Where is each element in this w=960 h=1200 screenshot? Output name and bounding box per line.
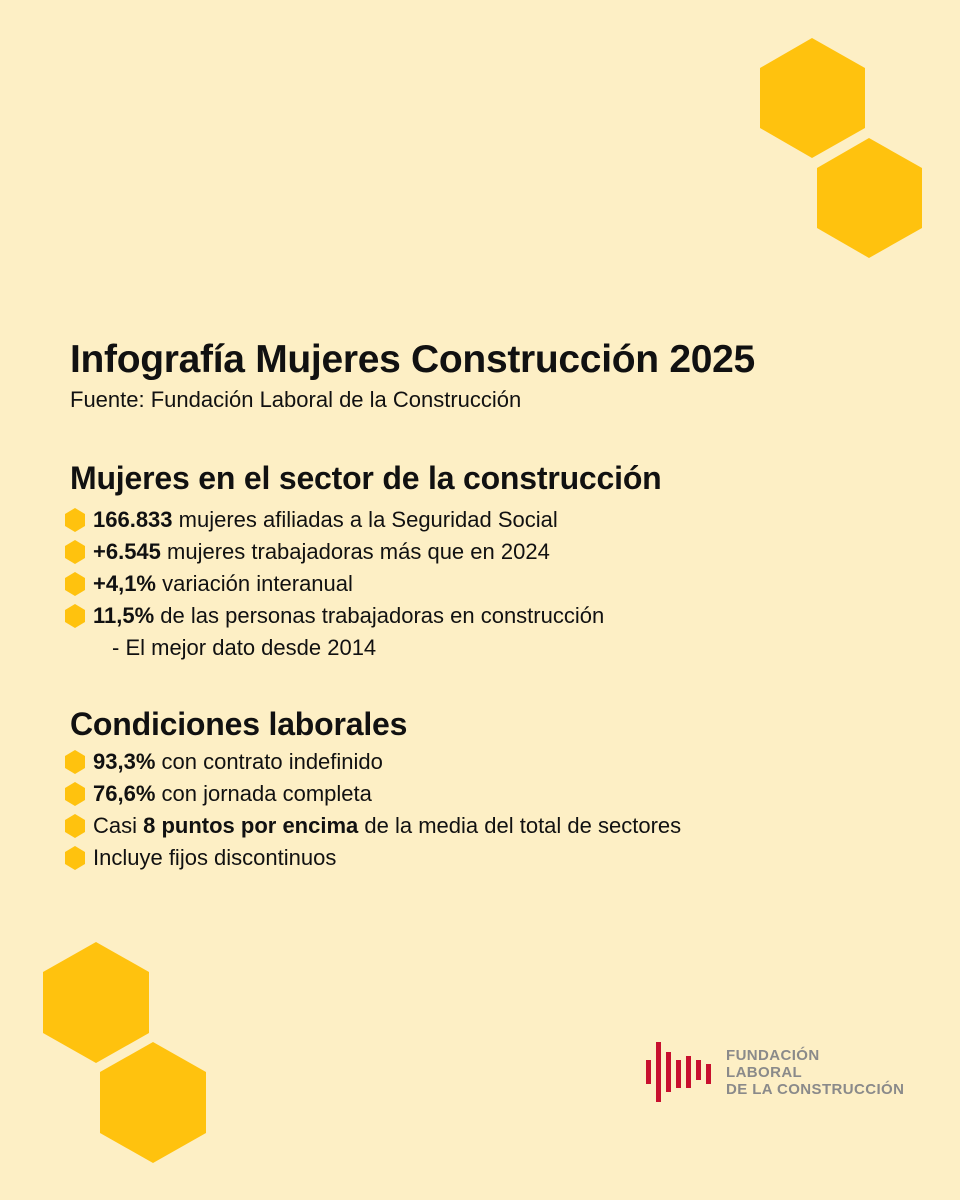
stat-label: mujeres trabajadoras más que en 2024 [160, 539, 550, 564]
stat-value: +6.545 [93, 539, 161, 564]
logo-line-2: LABORAL [726, 1063, 803, 1081]
stat-value: 93,3% [93, 749, 156, 774]
stat-label: mujeres afiliadas a la Seguridad Social [172, 507, 558, 532]
hexagon-bullet-icon [64, 508, 86, 532]
hexagon-bottom-2 [100, 1042, 206, 1163]
source-note: Fuente: Fundación Laboral de la Construcción [70, 387, 522, 412]
hexagon-top-1 [760, 38, 865, 158]
logo-bars-icon [644, 1040, 716, 1104]
stat-value: 11,5% [93, 603, 155, 628]
logo-text [726, 1047, 904, 1098]
stat-prefix: Casi [93, 813, 144, 838]
women-sector-list [64, 504, 910, 632]
main-content [70, 336, 910, 874]
list-item [64, 778, 910, 810]
page-title: Infografía Mujeres Construcción 2025 [70, 338, 755, 381]
hexagon-bullet-icon [64, 782, 86, 806]
hexagon-bullet-icon [64, 750, 86, 774]
hexagon-bullet-icon [64, 604, 86, 628]
hexagon-bullet-icon [64, 814, 86, 838]
hexagon-bullet-icon [64, 540, 86, 564]
list-item [64, 504, 910, 536]
stat-label: con jornada completa [155, 781, 372, 806]
stat-label: con contrato indefinido [155, 749, 383, 774]
list-item [64, 536, 910, 568]
list-item [64, 842, 910, 874]
stat-value: +4,1% [93, 571, 156, 596]
stat-value: 8 puntos por encima [143, 813, 359, 838]
stat-label: de la media del total de sectores [358, 813, 682, 838]
stat-value: 76,6% [93, 781, 156, 806]
section-title-women-sector: Mujeres en el sector de la construcción [70, 460, 662, 496]
stat-label: Incluye fijos discontinuos [93, 845, 337, 870]
stat-label: de las personas trabajadoras en construcción [154, 603, 605, 628]
stat-label: variación interanual [156, 571, 353, 596]
hexagon-top-2 [817, 138, 922, 258]
logo-line-1: FUNDACIÓN [726, 1046, 820, 1064]
hexagon-bullet-icon [64, 846, 86, 870]
list-item [64, 600, 910, 632]
hexagon-bullet-icon [64, 572, 86, 596]
hexagon-bottom-1 [43, 942, 149, 1063]
section-title-work-conditions: Condiciones laborales [70, 706, 408, 742]
list-item [64, 746, 910, 778]
logo-line-3: DE LA CONSTRUCCIÓN [726, 1080, 905, 1098]
work-conditions-list [64, 746, 910, 874]
list-item [64, 568, 910, 600]
list-item [64, 810, 910, 842]
sub-note: - El mejor dato desde 2014 [112, 635, 377, 660]
stat-value: 166.833 [93, 507, 173, 532]
fundacion-laboral-logo [644, 1040, 904, 1104]
